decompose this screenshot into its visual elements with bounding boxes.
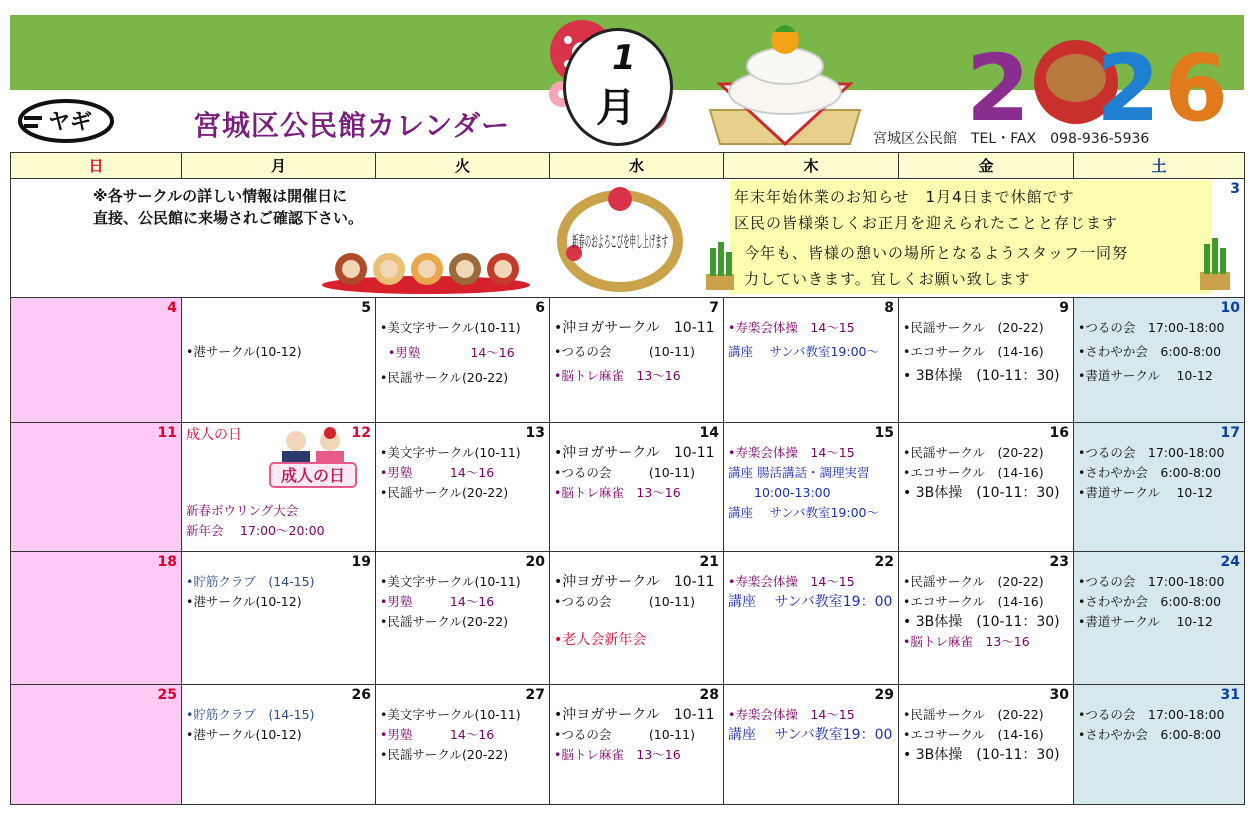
- year-digit-6: 6: [1164, 35, 1229, 142]
- event-item: 講座 サンバ教室19：00: [728, 594, 893, 610]
- event-item: •寿楽会体操 14～15: [728, 574, 855, 589]
- day-number: 25: [157, 687, 177, 703]
- event-item: •民謡サークル (20-22): [903, 707, 1044, 722]
- event-item: •さわやか会 6:00-8:00: [1078, 465, 1222, 480]
- event-item: •さわやか会 6:00-8:00: [1078, 344, 1222, 359]
- circle-info-notice: [93, 185, 363, 229]
- notice-line: 力していきます。宜しくお願い致します: [744, 270, 1031, 288]
- day-number: 12: [351, 425, 371, 441]
- day-cell-11: [11, 423, 182, 552]
- day-cell-9: [899, 298, 1074, 423]
- event-item: •エコサークル (14-16): [903, 344, 1044, 359]
- day-cell-25: [11, 685, 182, 805]
- month-kanji: 月: [596, 85, 636, 131]
- event-item: •書道サークル 10-12: [1078, 485, 1213, 500]
- day-number: 28: [699, 687, 719, 703]
- event-item: •沖ヨガサークル 10-11: [554, 574, 715, 590]
- event-item: • 3B体操 (10-11：30): [903, 747, 1060, 763]
- event-item: •民謡サークル(20-22): [380, 370, 509, 385]
- day-cell-5: [182, 298, 376, 423]
- day-number: 16: [1049, 425, 1069, 441]
- event-item: 講座 腸活講話・調理実習: [728, 465, 870, 480]
- weekday-sat: 土: [1074, 153, 1245, 179]
- event-item: •美文字サークル(10-11): [380, 574, 521, 589]
- weekday-tue: 火: [376, 153, 550, 179]
- notice-line: ※各サークルの詳しい情報は開催日に: [93, 187, 348, 205]
- day-cell-4: [11, 298, 182, 423]
- holiday-label: 成人の日: [186, 427, 242, 443]
- event-item: 講座 サンバ教室19：00: [728, 727, 893, 743]
- event-item: •美文字サークル(10-11): [380, 320, 521, 335]
- calendar-header: [0, 0, 1254, 150]
- week-row-2: [11, 423, 1245, 552]
- logo-text: ヤギ: [47, 110, 93, 135]
- event-item: •つるの会 17:00-18:00: [1078, 445, 1225, 460]
- day-cell-28: [550, 685, 724, 805]
- event-item: •エコサークル (14-16): [903, 465, 1044, 480]
- greeting-text: 新春のおよろこびを申し上げます: [571, 232, 668, 251]
- event-item: •つるの会 17:00-18:00: [1078, 574, 1225, 589]
- day-number: 7: [709, 300, 719, 316]
- event-item: • 3B体操 (10-11：30): [903, 485, 1060, 501]
- day-number: 5: [361, 300, 371, 316]
- day-number: 23: [1049, 554, 1069, 570]
- event-item: •つるの会 17:00-18:00: [1078, 320, 1225, 335]
- day-number: 9: [1059, 300, 1069, 316]
- day-cell-16: [899, 423, 1074, 552]
- event-item: •貯筋クラブ (14-15): [186, 707, 315, 722]
- day-number: 8: [884, 300, 894, 316]
- day-cell-8: [724, 298, 899, 423]
- holiday-badge-text: 成人の日: [280, 466, 346, 485]
- event-item: •つるの会 (10-11): [554, 594, 695, 609]
- event-item: •書道サークル 10-12: [1078, 368, 1213, 383]
- event-item: 新年会 17:00～20:00: [186, 523, 325, 538]
- event-item: •さわやか会 6:00-8:00: [1078, 594, 1222, 609]
- event-item: •エコサークル (14-16): [903, 594, 1044, 609]
- day-number: 3: [1230, 181, 1240, 197]
- day-number: 19: [351, 554, 371, 570]
- event-item: •つるの会 (10-11): [554, 465, 695, 480]
- event-item: •民謡サークル(20-22): [380, 747, 509, 762]
- day-number: 20: [525, 554, 545, 570]
- event-item: 新春ボウリング大会: [186, 503, 299, 518]
- event-item: •貯筋クラブ (14-15): [186, 574, 315, 589]
- event-item: •沖ヨガサークル 10-11: [554, 320, 715, 336]
- day-number: 30: [1049, 687, 1069, 703]
- event-item: •男塾 14～16: [380, 465, 495, 480]
- day-number: 18: [157, 554, 177, 570]
- event-item: 講座 サンバ教室19:00～: [728, 344, 879, 359]
- event-item: •男塾 14～16: [388, 345, 515, 360]
- day-cell-31: [1074, 685, 1245, 805]
- day-cell-27: [376, 685, 550, 805]
- day-number: 24: [1220, 554, 1240, 570]
- weekday-header-row: [11, 153, 1245, 179]
- event-item: •寿楽会体操 14～15: [728, 445, 855, 460]
- day-cell-18: [11, 552, 182, 685]
- event-item: •つるの会 (10-11): [554, 727, 695, 742]
- weekday-thu: 木: [724, 153, 899, 179]
- day-cell-29: [724, 685, 899, 805]
- day-number: 17: [1220, 425, 1240, 441]
- notice-line: 今年も、皆様の憩いの場所となるようスタッフ一同努: [744, 244, 1129, 262]
- day-cell-10: [1074, 298, 1245, 423]
- event-item: •沖ヨガサークル 10-11: [554, 707, 715, 723]
- day-cell-19: [182, 552, 376, 685]
- zodiac-dolls-icon: [321, 245, 531, 295]
- event-item: • 3B体操 (10-11：30): [903, 368, 1060, 384]
- weekday-sun: 日: [11, 153, 182, 179]
- day-cell-23: [899, 552, 1074, 685]
- notice-line: 直接、公民館に来場されご確認下さい。: [93, 209, 364, 227]
- week-row-1: [11, 298, 1245, 423]
- coming-of-age-icon: [268, 427, 358, 489]
- day-number: 21: [699, 554, 719, 570]
- day-cell-13: [376, 423, 550, 552]
- day-number: 4: [167, 300, 177, 316]
- greeting-cell: [550, 179, 724, 298]
- month-number: 1: [612, 38, 636, 78]
- day-number: 31: [1220, 687, 1240, 703]
- day-cell-15: [724, 423, 899, 552]
- event-item: 10:00-13:00: [754, 485, 831, 500]
- event-item: •脳トレ麻雀 13～16: [554, 485, 681, 500]
- event-item: •民謡サークル (20-22): [903, 320, 1044, 335]
- page-title: 宮城区公民館カレンダー: [193, 109, 511, 142]
- event-item: •脳トレ麻雀 13～16: [554, 747, 681, 762]
- day-number: 22: [874, 554, 894, 570]
- event-item: •民謡サークル (20-22): [903, 445, 1044, 460]
- day-cell-26: [182, 685, 376, 805]
- weekday-mon: 月: [182, 153, 376, 179]
- event-item: • 3B体操 (10-11：30): [903, 614, 1060, 630]
- event-item: •寿楽会体操 14～15: [728, 707, 855, 722]
- event-item: •寿楽会体操 14～15: [728, 320, 855, 335]
- event-item: •男塾 14～16: [380, 594, 495, 609]
- yagi-logo: [16, 98, 116, 144]
- weekday-fri: 金: [899, 153, 1074, 179]
- day-number: 13: [525, 425, 545, 441]
- day-number: 29: [874, 687, 894, 703]
- week-row-3: [11, 552, 1245, 685]
- day-cell-14: [550, 423, 724, 552]
- event-item: •さわやか会 6:00-8:00: [1078, 727, 1222, 742]
- kadomatsu-icon: [1194, 236, 1236, 292]
- notice-cell-left: [11, 179, 550, 298]
- year-digit-2b: 2: [1096, 35, 1161, 142]
- holiday-notice-box: [730, 180, 1212, 294]
- year-2026-art: [958, 20, 1242, 142]
- day-cell-7: [550, 298, 724, 423]
- day-number: 6: [535, 300, 545, 316]
- weekday-wed: 水: [550, 153, 724, 179]
- week-row-4: [11, 685, 1245, 805]
- event-item: •民謡サークル(20-22): [380, 485, 509, 500]
- day-number: 26: [351, 687, 371, 703]
- event-item: •脳トレ麻雀 13～16: [554, 368, 681, 383]
- day-number: 10: [1220, 300, 1240, 316]
- day-cell-30: [899, 685, 1074, 805]
- day-cell-17: [1074, 423, 1245, 552]
- event-item: 講座 サンバ教室19:00～: [728, 505, 879, 520]
- day-cell-22: [724, 552, 899, 685]
- event-item: •つるの会 17:00-18:00: [1078, 707, 1225, 722]
- day-number: 15: [874, 425, 894, 441]
- event-item: •つるの会 (10-11): [554, 344, 695, 359]
- notice-line: 年末年始休業のお知らせ 1月4日まで休館です: [734, 188, 1075, 206]
- day-number: 14: [699, 425, 719, 441]
- day-cell-24: [1074, 552, 1245, 685]
- event-item: •美文字サークル(10-11): [380, 707, 521, 722]
- event-item: •民謡サークル(20-22): [380, 614, 509, 629]
- event-item: •エコサークル (14-16): [903, 727, 1044, 742]
- new-year-wreath-icon: [556, 183, 684, 291]
- year-digit-2: 2: [966, 35, 1031, 142]
- kagami-mochi-icon: [700, 14, 870, 150]
- event-item: •美文字サークル(10-11): [380, 445, 521, 460]
- event-item: •民謡サークル (20-22): [903, 574, 1044, 589]
- event-item: •書道サークル 10-12: [1078, 614, 1213, 629]
- day-cell-6: [376, 298, 550, 423]
- event-item: •沖ヨガサークル 10-11: [554, 445, 715, 461]
- contact-info: 宮城区公民館 TEL・FAX 098-936-5936: [873, 131, 1150, 147]
- event-item: •港サークル(10-12): [186, 727, 302, 742]
- event-item: •港サークル(10-12): [186, 594, 302, 609]
- day-cell-12: [182, 423, 376, 552]
- event-item: •老人会新年会: [554, 632, 647, 648]
- event-item: •港サークル(10-12): [186, 344, 302, 359]
- kadomatsu-icon: [700, 240, 740, 292]
- event-item: •男塾 14～16: [380, 727, 495, 742]
- day-number: 27: [525, 687, 545, 703]
- day-cell-20: [376, 552, 550, 685]
- day-number: 11: [157, 425, 177, 441]
- notice-line: 区民の皆様楽しくお正月を迎えられたことと存じます: [734, 214, 1119, 232]
- day-cell-21: [550, 552, 724, 685]
- event-item: •脳トレ麻雀 13～16: [903, 634, 1030, 649]
